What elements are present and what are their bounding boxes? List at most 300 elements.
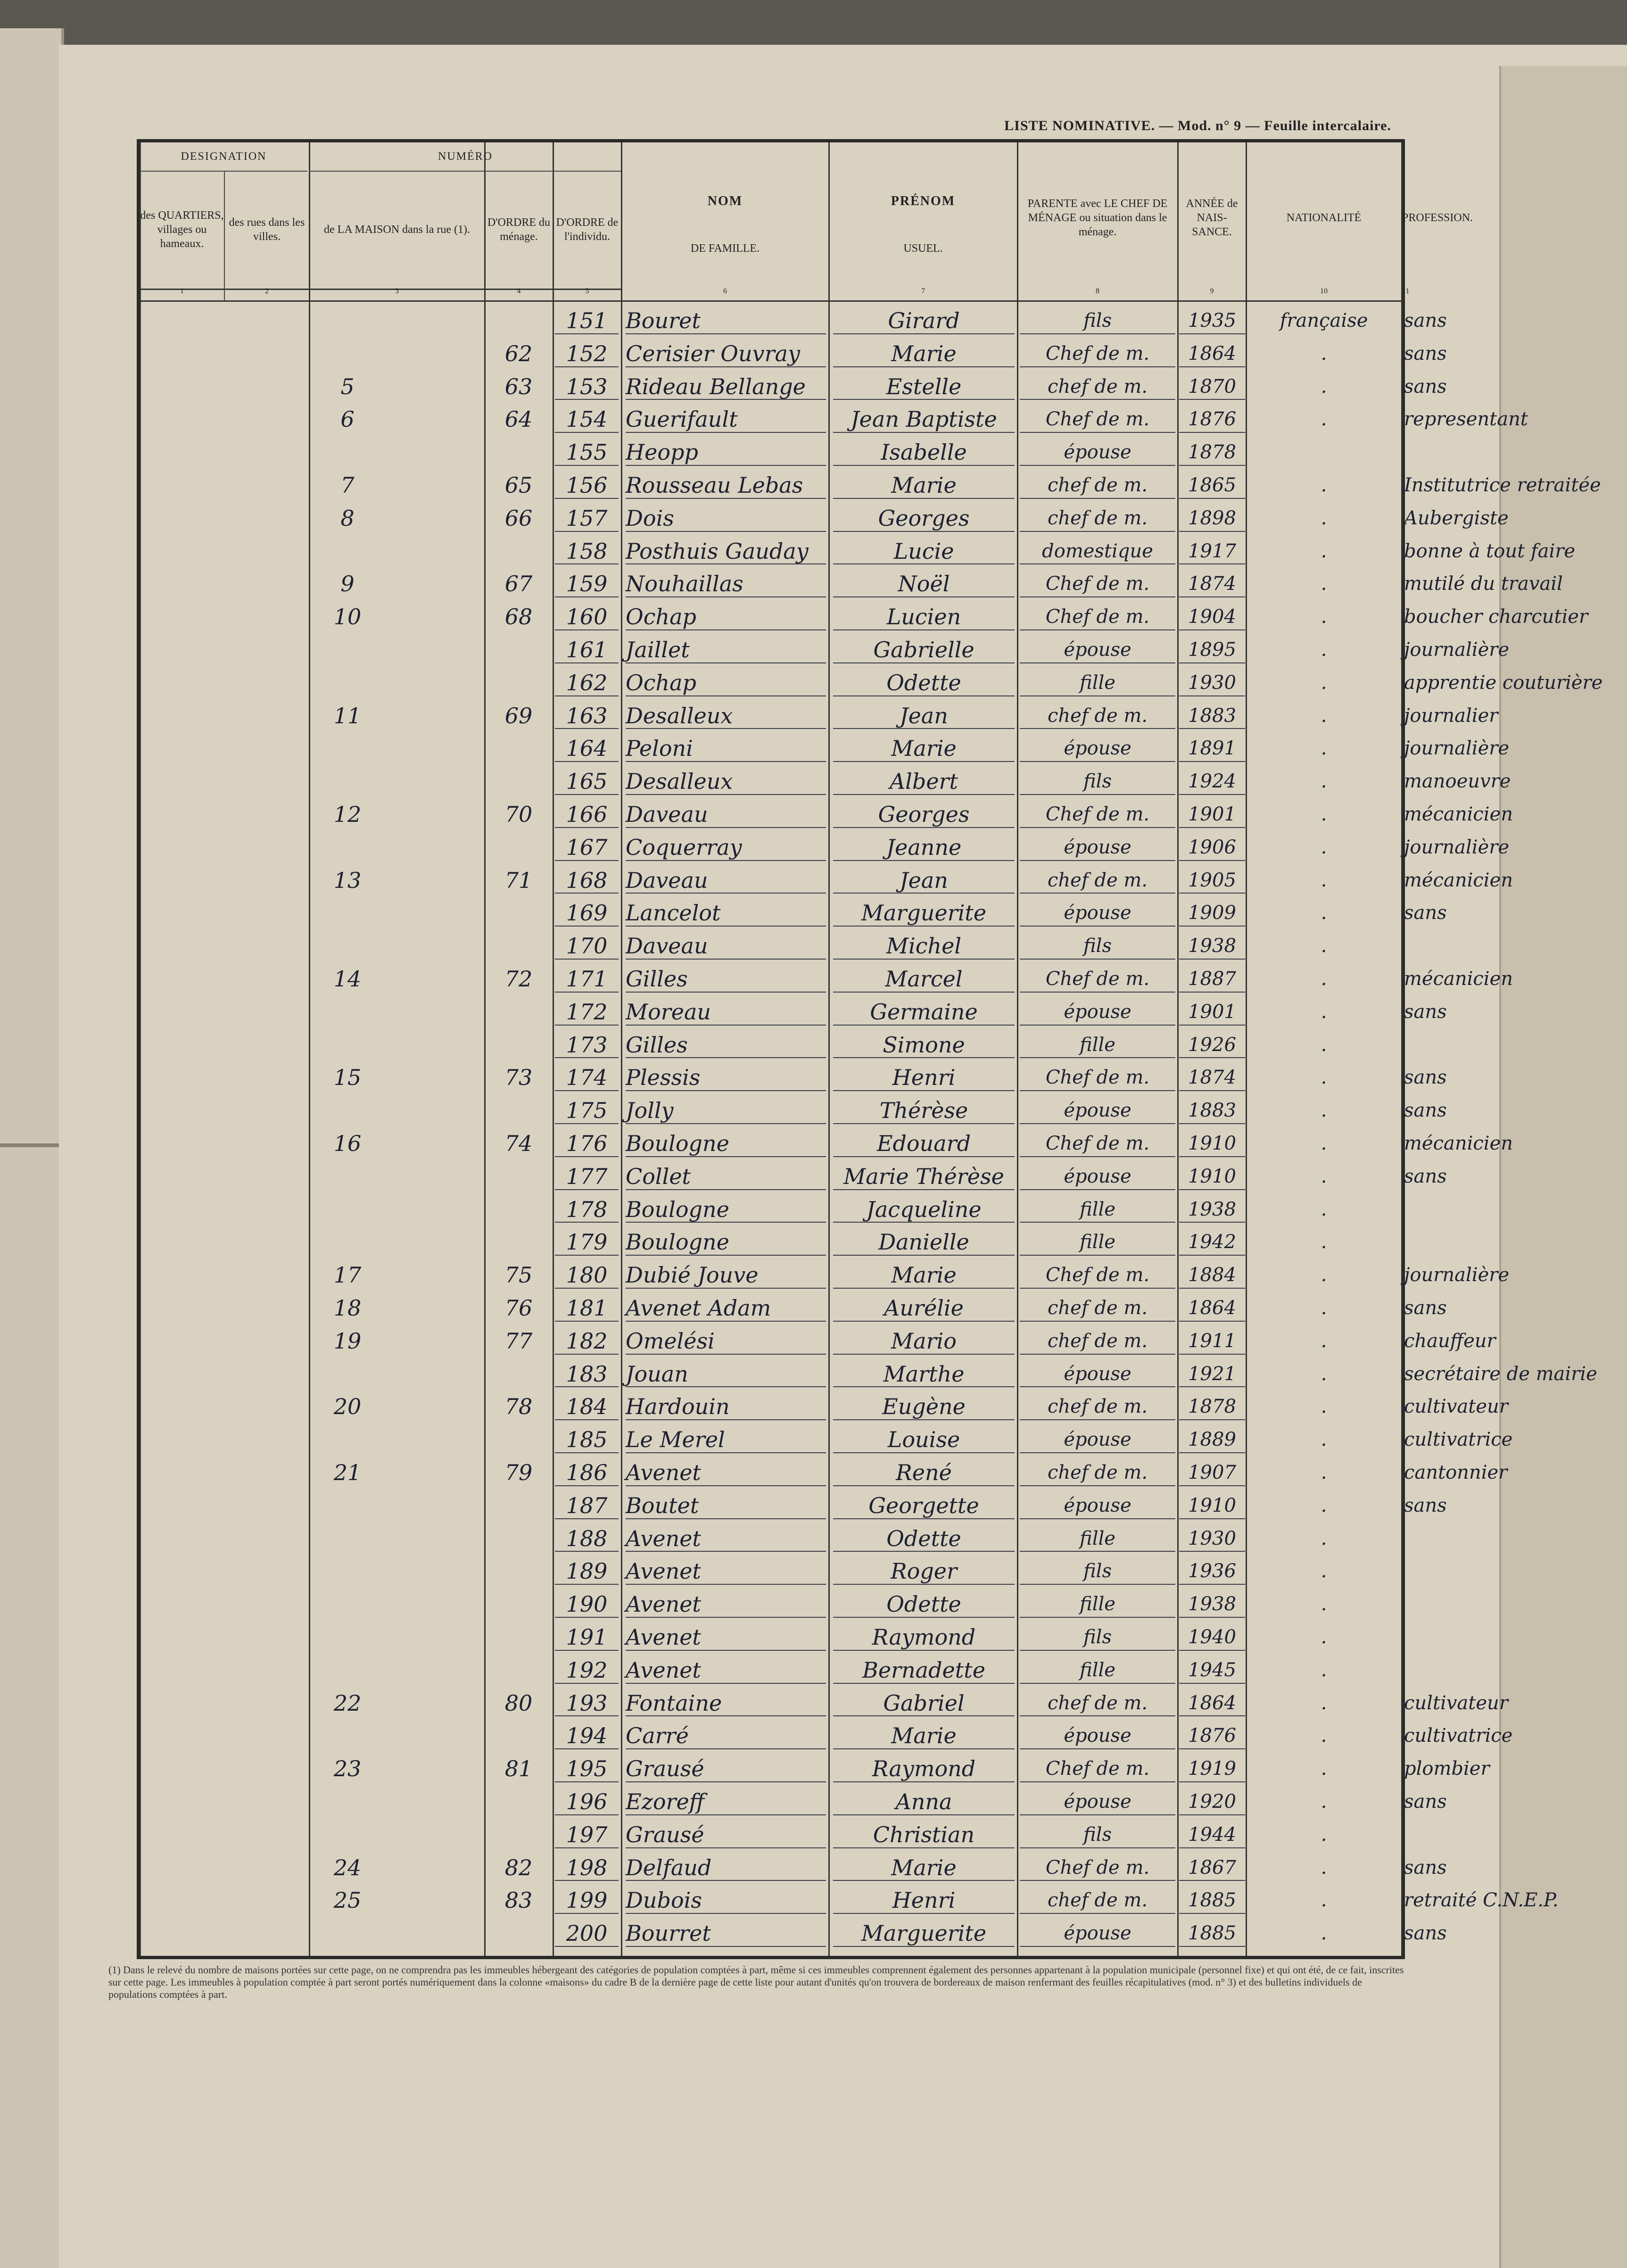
entry-underline <box>833 893 1015 894</box>
entry-underline <box>833 432 1015 433</box>
row-180-ind: 180 <box>566 1262 608 1288</box>
entry-underline <box>1020 1419 1175 1420</box>
entry-underline <box>626 1485 826 1486</box>
row-175-annee: 1883 <box>1188 1100 1236 1122</box>
entry-underline <box>626 1386 826 1387</box>
row-163-parente: chef de m. <box>1048 704 1148 727</box>
row-164-nom: Peloni <box>626 736 693 762</box>
entry-underline <box>833 1485 1015 1486</box>
row-175-parente: épouse <box>1064 1100 1131 1122</box>
row-151-prof: sans <box>1404 310 1447 331</box>
row-168-annee: 1905 <box>1188 869 1236 891</box>
entry-underline <box>1179 827 1245 828</box>
row-161-parente: épouse <box>1064 639 1131 661</box>
entry-underline <box>833 662 1015 663</box>
row-198-parente: Chef de m. <box>1045 1856 1150 1879</box>
row-192-parente: fille <box>1080 1659 1115 1681</box>
row-188-ind: 188 <box>566 1525 608 1551</box>
row-158-ind: 158 <box>566 538 608 564</box>
entry-underline <box>555 992 619 993</box>
header-profession: PROFESSION. <box>1402 212 1473 224</box>
row-189-prenom: Roger <box>891 1558 957 1584</box>
entry-underline <box>555 1748 619 1749</box>
row-155-parente: épouse <box>1064 441 1131 464</box>
entry-underline <box>833 1584 1015 1585</box>
row-185-nom: Le Merel <box>626 1427 725 1453</box>
entry-underline <box>1020 465 1175 466</box>
entry-underline <box>555 1551 619 1552</box>
header-prenom: PRÉNOM <box>891 194 956 208</box>
row-185-annee: 1889 <box>1188 1429 1236 1451</box>
row-164-annee: 1891 <box>1188 737 1236 760</box>
entry-underline <box>1179 1156 1245 1157</box>
entry-underline <box>555 1781 619 1782</box>
entry-underline <box>555 629 619 630</box>
row-160-menage: 68 <box>504 604 533 630</box>
row-172-prof: sans <box>1404 1001 1447 1023</box>
row-195-parente: Chef de m. <box>1045 1758 1150 1780</box>
entry-underline <box>1020 926 1175 927</box>
row-179-nat: . <box>1321 1231 1327 1253</box>
row-159-nat: . <box>1321 573 1327 595</box>
entry-underline <box>555 366 619 367</box>
row-157-prof: Aubergiste <box>1404 507 1509 529</box>
row-199-menage: 83 <box>504 1887 533 1913</box>
entry-underline <box>833 1715 1015 1716</box>
entry-underline <box>626 1090 826 1091</box>
entry-underline <box>626 563 826 564</box>
row-153-ind: 153 <box>566 373 608 399</box>
entry-underline <box>1020 1255 1175 1256</box>
row-154-maison: 6 <box>340 406 355 432</box>
entry-underline <box>833 399 1015 400</box>
entry-underline <box>555 827 619 828</box>
entry-underline <box>555 1617 619 1618</box>
row-184-parente: chef de m. <box>1048 1396 1148 1418</box>
row-183-prenom: Marthe <box>883 1361 965 1387</box>
entry-underline <box>626 333 826 334</box>
entry-underline <box>555 1090 619 1091</box>
entry-underline <box>1179 1189 1245 1190</box>
entry-underline <box>833 860 1015 861</box>
row-193-prof: cultivateur <box>1404 1692 1508 1714</box>
row-156-ind: 156 <box>566 472 608 498</box>
entry-underline <box>833 761 1015 762</box>
entry-underline <box>833 498 1015 499</box>
column-number-9: 9 <box>1210 287 1214 295</box>
row-175-prof: sans <box>1404 1100 1447 1122</box>
row-200-prof: sans <box>1404 1922 1447 1945</box>
row-183-prof: secrétaire de mairie <box>1404 1363 1597 1385</box>
entry-underline <box>555 1321 619 1322</box>
entry-underline <box>555 959 619 960</box>
entry-underline <box>626 1518 826 1519</box>
row-159-ind: 159 <box>566 571 608 597</box>
entry-underline <box>1179 366 1245 367</box>
row-174-prof: sans <box>1404 1067 1447 1089</box>
entry-underline <box>1020 1354 1175 1355</box>
row-185-nat: . <box>1321 1429 1327 1451</box>
row-158-prenom: Lucie <box>893 538 954 564</box>
entry-underline <box>1020 1090 1175 1091</box>
entry-underline <box>1179 1617 1245 1618</box>
entry-underline <box>1020 1189 1175 1190</box>
row-160-prenom: Lucien <box>886 604 961 630</box>
row-181-annee: 1864 <box>1188 1297 1236 1319</box>
entry-underline <box>1020 761 1175 762</box>
entry-underline <box>1020 1715 1175 1716</box>
row-180-parente: Chef de m. <box>1045 1264 1150 1286</box>
entry-underline <box>626 1683 826 1684</box>
entry-underline <box>1020 794 1175 795</box>
entry-underline <box>833 728 1015 729</box>
entry-underline <box>555 761 619 762</box>
entry-underline <box>833 695 1015 696</box>
row-159-prenom: Noël <box>898 571 950 597</box>
entry-underline <box>1020 1123 1175 1124</box>
row-199-prof: retraité C.N.E.P. <box>1404 1889 1559 1912</box>
row-170-prenom: Michel <box>886 933 962 959</box>
row-162-nom: Ochap <box>626 670 696 695</box>
row-192-prenom: Bernadette <box>862 1657 985 1683</box>
entry-underline <box>1179 992 1245 993</box>
row-194-prenom: Marie <box>891 1723 957 1749</box>
entry-underline <box>833 1025 1015 1026</box>
row-185-prof: cultivatrice <box>1404 1429 1513 1451</box>
row-198-menage: 82 <box>504 1854 533 1880</box>
row-158-prof: bonne à tout faire <box>1404 540 1576 562</box>
entry-underline <box>626 1156 826 1157</box>
header-individu: D'ORDRE de l'individu. <box>556 216 619 243</box>
entry-underline <box>1179 1452 1245 1453</box>
entry-underline <box>833 1617 1015 1618</box>
row-198-annee: 1867 <box>1188 1856 1236 1879</box>
column-number-3: 3 <box>395 287 399 295</box>
entry-underline <box>833 1946 1015 1947</box>
header-nationalite: NATIONALITÉ <box>1286 212 1362 224</box>
row-183-nat: . <box>1321 1363 1327 1385</box>
row-186-parente: chef de m. <box>1048 1462 1148 1483</box>
row-152-nat: . <box>1321 342 1327 364</box>
row-186-annee: 1907 <box>1188 1462 1236 1483</box>
row-161-prenom: Gabrielle <box>873 637 975 662</box>
entry-underline <box>1020 893 1175 894</box>
entry-underline <box>626 465 826 466</box>
row-185-prenom: Louise <box>887 1427 960 1453</box>
entry-underline <box>555 1123 619 1124</box>
row-197-annee: 1944 <box>1188 1823 1236 1846</box>
column-number-5: 5 <box>585 287 589 295</box>
entry-underline <box>833 1255 1015 1256</box>
entry-underline <box>626 827 826 828</box>
row-160-prof: boucher charcutier <box>1404 606 1588 628</box>
row-181-maison: 18 <box>333 1295 362 1321</box>
row-159-nom: Nouhaillas <box>626 571 743 597</box>
row-171-parente: Chef de m. <box>1045 968 1150 990</box>
page-edge-stack <box>1499 66 1627 2268</box>
row-193-annee: 1864 <box>1188 1692 1236 1714</box>
row-186-prof: cantonnier <box>1404 1462 1508 1483</box>
entry-underline <box>1179 1551 1245 1552</box>
entry-underline <box>555 794 619 795</box>
row-162-annee: 1930 <box>1188 671 1236 694</box>
row-159-prof: mutilé du travail <box>1404 573 1563 595</box>
row-181-nom: Avenet Adam <box>626 1295 771 1321</box>
row-163-menage: 69 <box>504 703 533 728</box>
row-191-nom: Avenet <box>626 1624 701 1650</box>
row-190-nat: . <box>1321 1593 1327 1615</box>
row-173-parente: fille <box>1080 1034 1115 1056</box>
row-199-ind: 199 <box>566 1887 608 1913</box>
row-151-nom: Bouret <box>626 308 701 333</box>
entry-underline <box>1179 662 1245 663</box>
row-191-prenom: Raymond <box>872 1624 976 1650</box>
entry-underline <box>626 1255 826 1256</box>
entry-underline <box>833 794 1015 795</box>
entry-underline <box>1020 1485 1175 1486</box>
row-154-prenom: Jean Baptiste <box>851 406 997 432</box>
entry-underline <box>833 1321 1015 1322</box>
row-195-nat: . <box>1321 1758 1327 1780</box>
row-200-ind: 200 <box>566 1920 608 1946</box>
entry-underline <box>626 1650 826 1651</box>
entry-underline <box>1179 1222 1245 1223</box>
entry-underline <box>1020 728 1175 729</box>
footnote: (1) Dans le relevé du nombre de maisons portées sur cette page, on ne comprendra pas les immeubles hébergeant des catégories de population comptées à part, même si ces immeubles comprennent également des personnes appartenant à la population municipale (personnel fixe) et qui ont été, de ce fait, inscrites sur cette page. Les immeubles à population comptée à part seront portés numériquement dans la colonne «maisons» du cadre B de la dernière page de cette liste pour autant d'unités qu'on trouvera de bordereaux de maison renfermant des feuilles récapitulatives (mod. n° 3) et des bulletins individuels de populations comptées à part. <box>108 1964 1404 2000</box>
entry-underline <box>626 1222 826 1223</box>
entry-underline <box>1179 1419 1245 1420</box>
row-163-annee: 1883 <box>1188 704 1236 727</box>
row-168-ind: 168 <box>566 867 608 893</box>
row-171-prof: mécanicien <box>1404 968 1513 990</box>
entry-underline <box>833 1222 1015 1223</box>
row-156-parente: chef de m. <box>1048 474 1148 496</box>
row-166-nat: . <box>1321 803 1327 825</box>
header-parente: PARENTE avec LE CHEF DE MÉNAGE ou situation dans le ménage. <box>1027 198 1168 238</box>
entry-underline <box>833 1748 1015 1749</box>
row-177-parente: épouse <box>1064 1165 1131 1187</box>
entry-underline <box>626 1452 826 1453</box>
row-184-maison: 20 <box>333 1394 362 1420</box>
row-184-menage: 78 <box>504 1394 533 1420</box>
row-184-annee: 1878 <box>1188 1396 1236 1418</box>
row-167-prenom: Jeanne <box>886 834 962 860</box>
row-172-annee: 1901 <box>1188 1001 1236 1023</box>
entry-underline <box>833 596 1015 597</box>
row-200-annee: 1885 <box>1188 1922 1236 1945</box>
row-171-ind: 171 <box>566 966 608 992</box>
row-173-nat: . <box>1321 1034 1327 1056</box>
entry-underline <box>1179 1057 1245 1058</box>
row-190-annee: 1938 <box>1188 1593 1236 1615</box>
entry-underline <box>1179 1288 1245 1289</box>
row-180-prenom: Marie <box>891 1262 957 1288</box>
entry-underline <box>1179 629 1245 630</box>
entry-underline <box>1020 333 1175 334</box>
row-153-prof: sans <box>1404 375 1447 397</box>
row-153-parente: chef de m. <box>1048 375 1148 397</box>
entry-underline <box>1020 498 1175 499</box>
row-177-annee: 1910 <box>1188 1165 1236 1187</box>
row-166-prenom: Georges <box>878 802 970 827</box>
entry-underline <box>555 1025 619 1026</box>
row-169-annee: 1909 <box>1188 902 1236 924</box>
entry-underline <box>1179 531 1245 532</box>
entry-underline <box>626 992 826 993</box>
row-184-nom: Hardouin <box>626 1394 730 1420</box>
row-184-ind: 184 <box>566 1394 608 1420</box>
row-198-prenom: Marie <box>891 1854 957 1880</box>
entry-underline <box>1020 1288 1175 1289</box>
entry-underline <box>1179 1814 1245 1815</box>
header-rues: des rues dans les villes. <box>229 216 305 243</box>
entry-underline <box>626 629 826 630</box>
entry-underline <box>626 1288 826 1289</box>
row-189-parente: fils <box>1083 1560 1112 1582</box>
row-165-prenom: Albert <box>889 769 958 795</box>
entry-underline <box>555 1584 619 1585</box>
row-172-prenom: Germaine <box>870 999 978 1025</box>
entry-underline <box>555 860 619 861</box>
entry-underline <box>1020 1814 1175 1815</box>
row-165-parente: fils <box>1083 770 1112 793</box>
entry-underline <box>1179 465 1245 466</box>
row-179-prenom: Danielle <box>878 1229 969 1255</box>
row-169-nat: . <box>1321 902 1327 924</box>
row-156-nom: Rousseau Lebas <box>626 472 803 498</box>
entry-underline <box>833 465 1015 466</box>
row-175-nom: Jolly <box>626 1098 674 1124</box>
row-180-annee: 1884 <box>1188 1264 1236 1286</box>
entry-underline <box>1020 1847 1175 1848</box>
row-172-nom: Moreau <box>626 999 711 1025</box>
row-152-menage: 62 <box>504 340 533 366</box>
entry-underline <box>833 1518 1015 1519</box>
row-174-parente: Chef de m. <box>1045 1067 1150 1089</box>
row-160-annee: 1904 <box>1188 606 1236 628</box>
row-175-prenom: Thérèse <box>879 1098 968 1124</box>
row-164-prof: journalière <box>1404 737 1510 760</box>
entry-underline <box>1020 1452 1175 1453</box>
entry-underline <box>1020 596 1175 597</box>
row-180-maison: 17 <box>333 1262 362 1288</box>
row-153-nom: Rideau Bellange <box>626 373 806 399</box>
entry-underline <box>555 1189 619 1190</box>
entry-underline <box>626 662 826 663</box>
row-163-prof: journalier <box>1404 704 1498 727</box>
entry-underline <box>626 926 826 927</box>
entry-underline <box>555 432 619 433</box>
row-152-parente: Chef de m. <box>1045 342 1150 364</box>
row-178-prenom: Jacqueline <box>866 1196 982 1222</box>
entry-underline <box>1179 432 1245 433</box>
row-176-maison: 16 <box>333 1131 362 1156</box>
row-182-prenom: Mario <box>891 1328 957 1354</box>
row-195-menage: 81 <box>504 1756 533 1782</box>
row-193-menage: 80 <box>504 1690 533 1716</box>
entry-underline <box>626 1025 826 1026</box>
row-176-prof: mécanicien <box>1404 1133 1513 1154</box>
row-151-nat: française <box>1280 310 1368 331</box>
row-198-nat: . <box>1321 1856 1327 1879</box>
row-191-parente: fils <box>1083 1626 1112 1648</box>
entry-underline <box>1020 662 1175 663</box>
entry-underline <box>626 1781 826 1782</box>
entry-underline <box>555 1419 619 1420</box>
entry-underline <box>626 399 826 400</box>
entry-underline <box>1179 1715 1245 1716</box>
entry-underline <box>833 531 1015 532</box>
row-176-nat: . <box>1321 1133 1327 1154</box>
entry-underline <box>1020 1156 1175 1157</box>
row-179-nom: Boulogne <box>626 1229 729 1255</box>
row-199-nat: . <box>1321 1889 1327 1912</box>
row-171-nom: Gilles <box>626 966 688 992</box>
row-158-parente: domestique <box>1042 540 1153 562</box>
entry-underline <box>555 1057 619 1058</box>
row-155-annee: 1878 <box>1188 441 1236 464</box>
entry-underline <box>1179 1847 1245 1848</box>
census-form-table <box>137 139 1603 1959</box>
row-196-parente: épouse <box>1064 1791 1131 1813</box>
entry-underline <box>555 1683 619 1684</box>
entry-underline <box>626 1617 826 1618</box>
entry-underline <box>1179 1913 1245 1914</box>
row-177-prof: sans <box>1404 1165 1447 1187</box>
row-176-menage: 74 <box>504 1131 533 1156</box>
entry-underline <box>626 893 826 894</box>
row-198-nom: Delfaud <box>626 1854 712 1880</box>
row-173-annee: 1926 <box>1188 1034 1236 1056</box>
row-192-nat: . <box>1321 1659 1327 1681</box>
entry-underline <box>1179 1946 1245 1947</box>
entry-underline <box>626 1880 826 1881</box>
column-number-7: 7 <box>921 287 925 295</box>
row-177-nat: . <box>1321 1165 1327 1187</box>
row-154-annee: 1876 <box>1188 408 1236 430</box>
entry-underline <box>555 1913 619 1914</box>
row-186-ind: 186 <box>566 1460 608 1485</box>
row-193-parente: chef de m. <box>1048 1692 1148 1714</box>
entry-underline <box>1020 399 1175 400</box>
entry-underline <box>1020 1321 1175 1322</box>
row-167-annee: 1906 <box>1188 836 1236 858</box>
row-173-prenom: Simone <box>883 1032 965 1058</box>
entry-underline <box>1020 1913 1175 1914</box>
entry-underline <box>833 1452 1015 1453</box>
entry-underline <box>833 1419 1015 1420</box>
row-161-prof: journalière <box>1404 639 1510 661</box>
header-designation: DESIGNATION <box>181 150 267 163</box>
row-166-nom: Daveau <box>626 802 708 827</box>
entry-underline <box>1020 1222 1175 1223</box>
row-179-ind: 179 <box>566 1229 608 1255</box>
row-164-nat: . <box>1321 737 1327 760</box>
column-number-8: 8 <box>1096 287 1099 295</box>
entry-underline <box>1179 1683 1245 1684</box>
entry-underline <box>1020 1683 1175 1684</box>
row-185-ind: 185 <box>566 1427 608 1453</box>
row-169-ind: 169 <box>566 900 608 926</box>
row-191-annee: 1940 <box>1188 1626 1236 1648</box>
row-169-parente: épouse <box>1064 902 1131 924</box>
entry-underline <box>555 399 619 400</box>
row-196-prenom: Anna <box>895 1789 952 1814</box>
page-fold-mark <box>0 1143 66 1147</box>
row-199-parente: chef de m. <box>1048 1889 1148 1912</box>
entry-underline <box>1179 1090 1245 1091</box>
row-198-ind: 198 <box>566 1854 608 1880</box>
